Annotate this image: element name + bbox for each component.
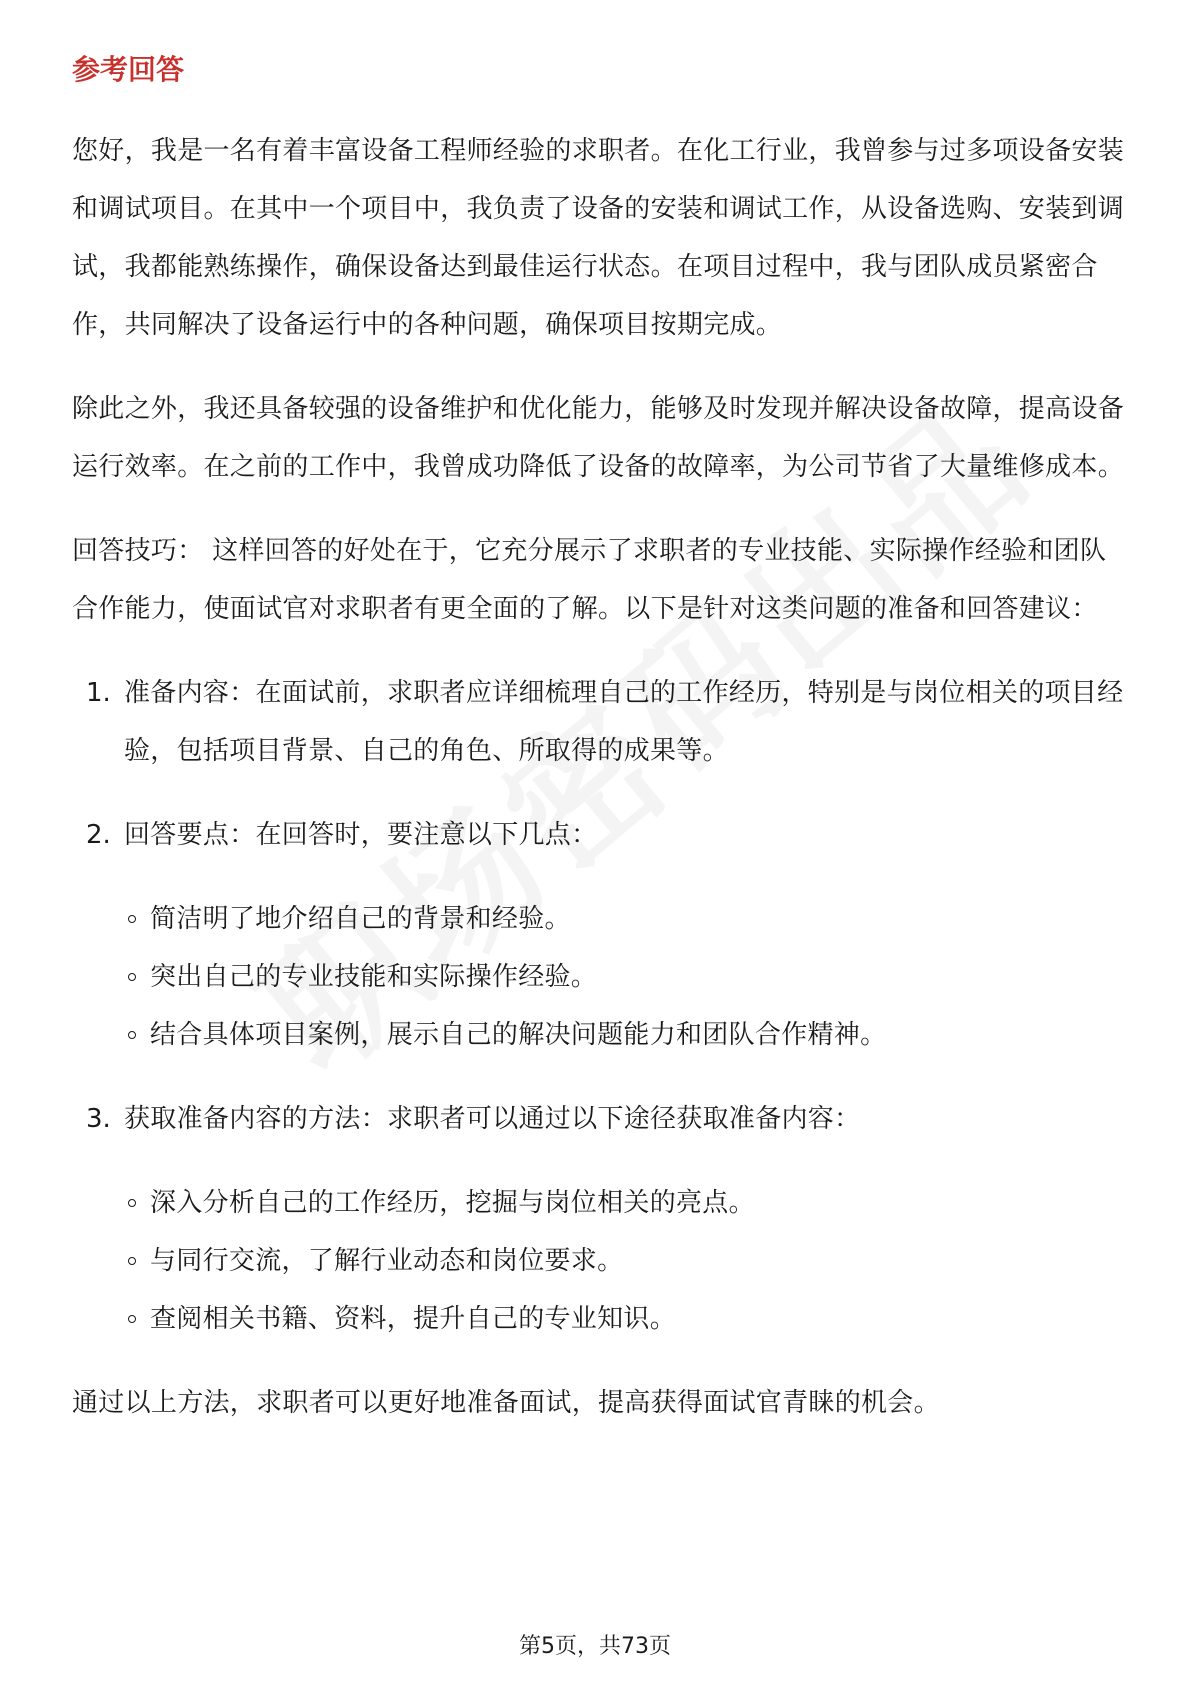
list-item	[124, 1232, 1132, 1290]
item-text: 准备内容：在面试前，求职者应详细梳理自己的工作经历，特别是与岗位相关的项目经验，包括项目背景、自己的角色、所取得的成果等。	[124, 678, 1124, 766]
paragraph-skills: 除此之外，我还具备较强的设备维护和优化能力，能够及时发现并解决设备故障，提高设备运行效率。在之前的工作中，我曾成功降低了设备的故障率，为公司节省了大量维修成本。	[72, 394, 1125, 482]
list-item-text: 结合具体项目案例，展示自己的解决问题能力和团队合作精神。	[150, 1020, 887, 1050]
numbered-list	[72, 664, 1132, 1348]
item-number: 3.	[86, 1104, 111, 1134]
list-item	[124, 1290, 1132, 1348]
bullet-list	[124, 1174, 1132, 1348]
list-item	[124, 1006, 1132, 1064]
page-footer: 第5页，共73页	[519, 1634, 671, 1659]
numbered-item-1	[72, 664, 1132, 780]
document-content	[72, 48, 1132, 1458]
numbered-item-2	[72, 806, 1132, 1064]
item-number: 1.	[86, 678, 111, 708]
bullet-circle-icon	[128, 1257, 136, 1265]
paragraph-intro: 您好，我是一名有着丰富设备工程师经验的求职者。在化工行业，我曾参与过多项设备安装和调试项目。在其中一个项目中，我负责了设备的安装和调试工作，从设备选购、安装到调试，我都能熟练操作，确保设备达到最佳运行状态。在项目过程中，我与团队成员紧密合作，共同解决了设备运行中的各种问题，确保项目按期完成。	[72, 136, 1125, 340]
bullet-circle-icon	[128, 973, 136, 981]
list-item-text: 深入分析自己的工作经历，挖掘与岗位相关的亮点。	[150, 1188, 755, 1218]
bullet-list	[124, 890, 1132, 1064]
list-item-text: 查阅相关书籍、资料，提升自己的专业知识。	[150, 1304, 677, 1334]
list-item-text: 突出自己的专业技能和实际操作经验。	[150, 962, 598, 992]
item-text: 获取准备内容的方法：求职者可以通过以下途径获取准备内容：	[124, 1104, 861, 1134]
list-item	[124, 1174, 1132, 1232]
bullet-circle-icon	[128, 1315, 136, 1323]
bullet-circle-icon	[128, 915, 136, 923]
list-item	[124, 948, 1132, 1006]
bullet-circle-icon	[128, 1031, 136, 1039]
bullet-circle-icon	[128, 1199, 136, 1207]
list-item-text: 简洁明了地介绍自己的背景和经验。	[150, 904, 571, 934]
numbered-item-3	[72, 1090, 1132, 1348]
paragraph-closing: 通过以上方法，求职者可以更好地准备面试，提高获得面试官青睐的机会。	[72, 1388, 940, 1418]
paragraph-tips: 回答技巧： 这样回答的好处在于，它充分展示了求职者的专业技能、实际操作经验和团队合作能力，使面试官对求职者有更全面的了解。以下是针对这类问题的准备和回答建议：	[72, 536, 1107, 624]
section-title: 参考回答	[72, 53, 185, 86]
item-number: 2.	[86, 820, 111, 850]
list-item-text: 与同行交流，了解行业动态和岗位要求。	[150, 1246, 624, 1276]
list-item	[124, 890, 1132, 948]
item-text: 回答要点：在回答时，要注意以下几点：	[124, 820, 598, 850]
